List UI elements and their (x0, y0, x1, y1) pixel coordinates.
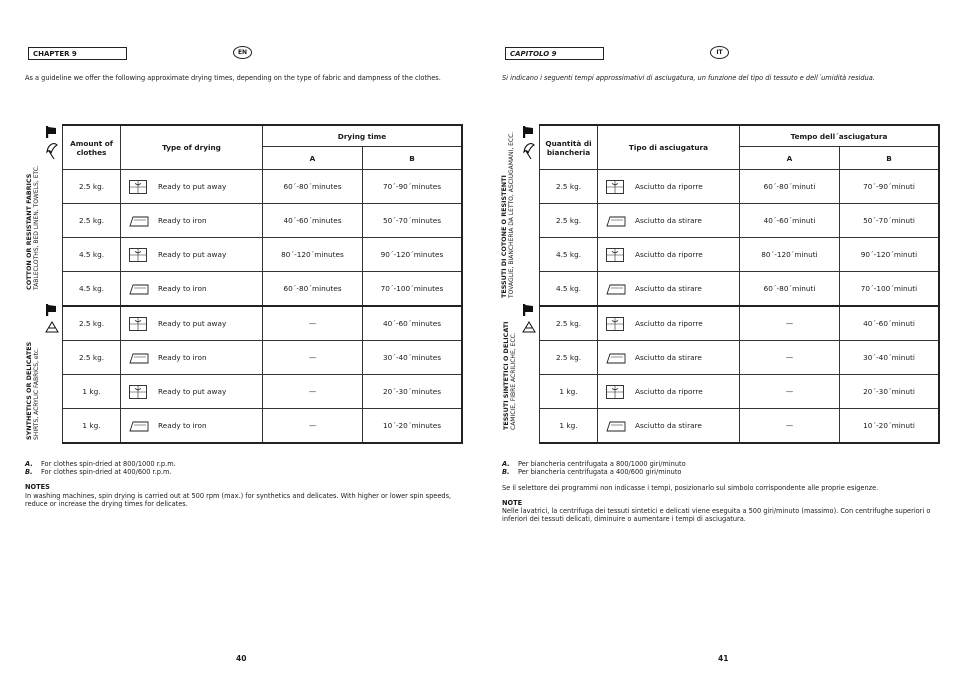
group-cotton-subtitle: TOVAGLIE, BIANCHERIA DA LETTO, ASCIUGAMANI, ECC. (508, 131, 516, 298)
group-cotton-text (501, 132, 515, 298)
time-b-cell: 50´-70´minutes (363, 204, 463, 238)
drying-time-table (62, 124, 463, 444)
drying-type-cell: Ready to iron (155, 409, 263, 444)
table-row (540, 341, 940, 375)
drying-type-cell: Ready to put away (155, 306, 263, 341)
time-b-cell: 90´-120´minutes (363, 238, 463, 272)
drying-type-icon-cell (598, 341, 633, 375)
iron-dry-icon (129, 282, 147, 296)
cotton-symbol-icon (522, 126, 536, 160)
time-b-cell: 20´-30´minuti (840, 375, 940, 409)
cupboard-dry-icon (129, 180, 147, 194)
group-cotton-text (26, 165, 40, 290)
language-badge: EN (233, 46, 252, 59)
time-b-cell: 40´-60´minuti (840, 306, 940, 341)
time-a-cell: — (740, 375, 840, 409)
group-synthetics-title: TESSUTI SINTETICI O DELICATI (502, 321, 510, 430)
drying-type-icon-cell (121, 272, 156, 307)
footnote-b-text: For clothes spin-dried at 400/600 r.p.m. (41, 468, 172, 477)
table-row (540, 375, 940, 409)
drying-type-cell: Asciutto da riporre (632, 306, 740, 341)
footnote-a (25, 460, 465, 468)
notes-text: Nelle lavatrici, la centrifuga dei tessuti sintetici e delicati viene eseguita a 500 giri/minuto (massimo). Con centrifughe superiori o inferiori dei tessuti delicati, diminuire o aumentare i tempi di asciugatura. (502, 506, 931, 524)
time-a-cell: 80´-120´minutes (263, 238, 363, 272)
col-amount-header: Quantità di biancheria (540, 125, 598, 170)
cotton-symbol-icon (45, 126, 59, 160)
amount-cell: 1 kg. (540, 375, 598, 409)
time-a-cell: — (263, 409, 363, 444)
footnote-b-label: B. (25, 468, 33, 477)
table-row (63, 204, 463, 238)
table-row (540, 272, 940, 307)
time-a-cell: — (740, 341, 840, 375)
drying-type-cell: Asciutto da riporre (632, 170, 740, 204)
iron-dry-icon (606, 214, 624, 228)
group-synthetics-label (499, 302, 539, 444)
cupboard-dry-icon (606, 317, 624, 331)
drying-type-cell: Ready to put away (155, 170, 263, 204)
drying-type-icon-cell (121, 238, 156, 272)
drying-type-icon-cell (598, 170, 633, 204)
iron-dry-icon (606, 282, 624, 296)
intro-text: Si indicano i seguenti tempi approssimativi di asciugatura, un funzione del tipo di tessuto e dell´umidità residua. (502, 74, 875, 82)
footnotes (502, 460, 942, 523)
cupboard-dry-icon (606, 385, 624, 399)
col-drying-time-header: Tempo dell´asciugatura (740, 125, 940, 147)
table-row (63, 409, 463, 444)
drying-type-cell: Asciutto da riporre (632, 238, 740, 272)
cupboard-dry-icon (129, 248, 147, 262)
time-b-cell: 50´-70´minuti (840, 204, 940, 238)
table-row (63, 272, 463, 307)
group-synthetics-title: SYNTHETICS OR DELICATES (25, 341, 33, 440)
time-a-cell: — (263, 306, 363, 341)
footnote-a-label: A. (25, 460, 33, 468)
footnote-b (25, 468, 465, 476)
cupboard-dry-icon (129, 385, 147, 399)
table-row (540, 306, 940, 341)
drying-type-icon-cell (598, 238, 633, 272)
table-row (63, 375, 463, 409)
drying-type-icon-cell (121, 375, 156, 409)
group-synthetics-subtitle: CAMICIE, FIBRE ACRILICHE, ECC. (510, 332, 518, 430)
amount-cell: 1 kg. (540, 409, 598, 444)
group-synthetics-subtitle: SHIRTS, ACRYLIC FABRICS, etc. (33, 347, 41, 440)
col-a-header: A (740, 147, 840, 170)
time-b-cell: 40´-60´minutes (363, 306, 463, 341)
cupboard-dry-icon (606, 248, 624, 262)
drying-type-icon-cell (598, 204, 633, 238)
group-cotton-label (499, 124, 539, 302)
selector-hint: Se il selettore dei programmi non indicasse i tempi, posizionarlo sul simbolo corrispondente alle proprie esigenze. (502, 484, 879, 493)
drying-type-cell: Asciutto da stirare (632, 272, 740, 307)
drying-type-icon-cell (121, 409, 156, 444)
language-badge: IT (710, 46, 729, 59)
drying-type-cell: Ready to iron (155, 272, 263, 307)
footnote-a-text: Per biancheria centrifugata a 800/1000 giri/minuto (518, 460, 686, 468)
amount-cell: 4.5 kg. (63, 238, 121, 272)
drying-type-cell: Asciutto da stirare (632, 204, 740, 238)
footnotes (25, 460, 465, 508)
group-synthetics-text (26, 342, 40, 440)
synthetics-symbol-icon (522, 304, 536, 334)
col-a-header: A (263, 147, 363, 170)
drying-type-cell: Ready to iron (155, 204, 263, 238)
amount-cell: 2.5 kg. (540, 341, 598, 375)
drying-type-cell: Ready to iron (155, 341, 263, 375)
drying-type-icon-cell (598, 409, 633, 444)
group-cotton-label (22, 124, 62, 302)
group-synthetics-text (503, 321, 517, 430)
time-a-cell: 60´-80´minuti (740, 170, 840, 204)
amount-cell: 2.5 kg. (540, 170, 598, 204)
drying-type-icon-cell (598, 272, 633, 307)
col-b-header: B (363, 147, 463, 170)
amount-cell: 2.5 kg. (540, 306, 598, 341)
drying-type-cell: Asciutto da stirare (632, 341, 740, 375)
drying-table-block (22, 124, 463, 444)
cupboard-dry-icon (606, 180, 624, 194)
amount-cell: 1 kg. (63, 375, 121, 409)
time-b-cell: 70´-90´minutes (363, 170, 463, 204)
amount-cell: 1 kg. (63, 409, 121, 444)
footnote-b (502, 468, 942, 476)
iron-dry-icon (606, 351, 624, 365)
cupboard-dry-icon (129, 317, 147, 331)
group-cotton-title: COTTON OR RESISTANT FABRICS (25, 173, 33, 290)
iron-dry-icon (129, 214, 147, 228)
table-row (63, 238, 463, 272)
col-drying-time-header: Drying time (263, 125, 463, 147)
time-b-cell: 70´-100´minutes (363, 272, 463, 307)
time-a-cell: — (740, 409, 840, 444)
time-b-cell: 30´-40´minuti (840, 341, 940, 375)
time-b-cell: 70´-100´minuti (840, 272, 940, 307)
amount-cell: 2.5 kg. (63, 170, 121, 204)
time-a-cell: — (263, 341, 363, 375)
drying-type-cell: Ready to put away (155, 238, 263, 272)
footnote-a (502, 460, 942, 468)
group-cotton-subtitle: TABLECLOTHS, BED LINEN, TOWELS, ETC. (33, 165, 41, 290)
drying-type-icon-cell (121, 170, 156, 204)
footnote-a-label: A. (502, 460, 510, 468)
intro-text: As a guideline we offer the following approximate drying times, depending on the type of fabric and dampness of the clothes. (25, 74, 441, 82)
col-type-header: Tipo di asciugatura (598, 125, 740, 170)
group-cotton-title: TESSUTI DI COTONE O RESISTENTI (500, 175, 508, 298)
chapter-label: CAPITOLO 9 (505, 47, 604, 60)
time-a-cell: 60´-80´minutes (263, 272, 363, 307)
page-right (477, 0, 954, 675)
time-b-cell: 10´-20´minutes (363, 409, 463, 444)
amount-cell: 2.5 kg. (540, 204, 598, 238)
page-number: 40 (236, 654, 247, 663)
group-synthetics-label (22, 302, 62, 444)
amount-cell: 4.5 kg. (540, 272, 598, 307)
amount-cell: 2.5 kg. (63, 341, 121, 375)
table-row (63, 341, 463, 375)
footnote-b-label: B. (502, 468, 510, 477)
drying-time-table (539, 124, 940, 444)
time-b-cell: 70´-90´minuti (840, 170, 940, 204)
footnote-b-text: Per biancheria centrifugata a 400/600 giri/minuto (518, 468, 682, 477)
iron-dry-icon (606, 419, 624, 433)
drying-type-cell: Asciutto da stirare (632, 409, 740, 444)
time-a-cell: 80´-120´minuti (740, 238, 840, 272)
amount-cell: 2.5 kg. (63, 306, 121, 341)
col-type-header: Type of drying (121, 125, 263, 170)
drying-type-icon-cell (121, 306, 156, 341)
iron-dry-icon (129, 419, 147, 433)
drying-type-cell: Ready to put away (155, 375, 263, 409)
notes-title: NOTE (502, 498, 523, 507)
table-row (540, 238, 940, 272)
synthetics-symbol-icon (45, 304, 59, 334)
table-body (63, 170, 463, 444)
time-a-cell: 60´-80´minuti (740, 272, 840, 307)
amount-cell: 2.5 kg. (63, 204, 121, 238)
drying-type-icon-cell (598, 306, 633, 341)
time-b-cell: 20´-30´minutes (363, 375, 463, 409)
table-row (540, 204, 940, 238)
table-body (540, 170, 940, 444)
drying-type-icon-cell (121, 341, 156, 375)
time-b-cell: 30´-40´minutes (363, 341, 463, 375)
amount-cell: 4.5 kg. (63, 272, 121, 307)
notes-title: NOTES (25, 483, 50, 492)
time-a-cell: — (263, 375, 363, 409)
drying-table-block (499, 124, 940, 444)
drying-type-icon-cell (598, 375, 633, 409)
time-a-cell: 40´-60´minutes (263, 204, 363, 238)
time-a-cell: — (740, 306, 840, 341)
table-row (63, 306, 463, 341)
time-b-cell: 90´-120´minuti (840, 238, 940, 272)
time-b-cell: 10´-20´minuti (840, 409, 940, 444)
drying-type-cell: Asciutto da riporre (632, 375, 740, 409)
table-row (540, 170, 940, 204)
iron-dry-icon (129, 351, 147, 365)
table-row (540, 409, 940, 444)
amount-cell: 4.5 kg. (540, 238, 598, 272)
col-b-header: B (840, 147, 940, 170)
page-number: 41 (718, 654, 729, 663)
drying-type-icon-cell (121, 204, 156, 238)
time-a-cell: 60´-80´minutes (263, 170, 363, 204)
footnote-a-text: For clothes spin-dried at 800/1000 r.p.m. (41, 460, 176, 468)
time-a-cell: 40´-60´minuti (740, 204, 840, 238)
table-row (63, 170, 463, 204)
col-amount-header: Amount of clothes (63, 125, 121, 170)
notes-text: In washing machines, spin drying is carried out at 500 rpm (max.) for synthetics and delicates. With higher or lower spin speeds, reduce or increase the drying times for delicates. (25, 491, 452, 508)
chapter-label: CHAPTER 9 (28, 47, 127, 60)
